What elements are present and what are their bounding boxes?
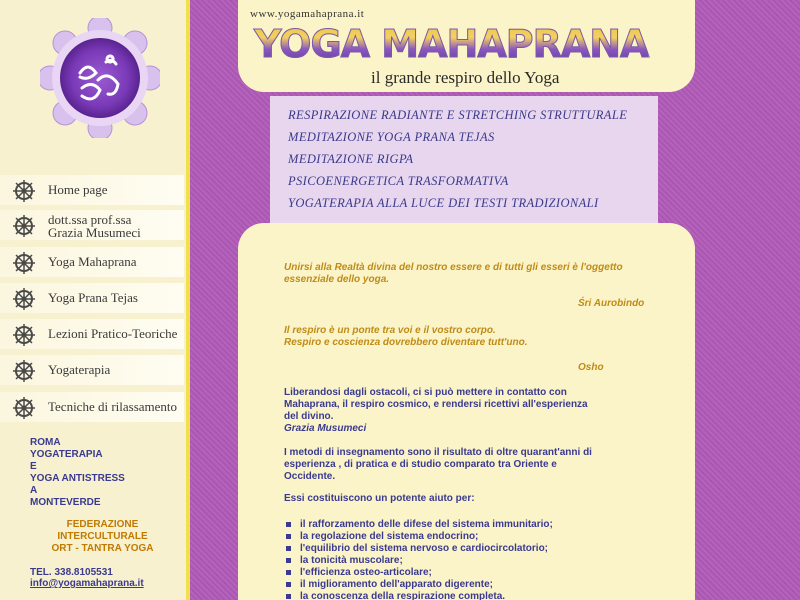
bullet-icon xyxy=(286,594,291,599)
list-item xyxy=(300,519,553,530)
main-content xyxy=(238,223,695,600)
list-item xyxy=(300,567,432,578)
site-header xyxy=(238,0,695,92)
dharma-wheel-icon xyxy=(12,214,36,238)
paragraph-line: Occidente. xyxy=(284,471,336,482)
discipline-item: PSICOENERGETICA TRASFORMATIVA xyxy=(288,174,509,188)
location-info xyxy=(30,437,180,509)
federation-line: INTERCULTURALE xyxy=(57,531,148,542)
quote-line: Il respiro è un ponte tra voi e il vostro corpo. xyxy=(284,325,496,336)
nav-item-rilassamento[interactable] xyxy=(0,392,184,422)
methods-paragraph xyxy=(284,447,592,483)
paragraph-line: Liberandosi dagli ostacoli, ci si può mettere in contatto con xyxy=(284,387,567,398)
federation-line: ORT - TANTRA YOGA xyxy=(51,543,154,554)
dharma-wheel-icon xyxy=(12,396,36,420)
location-line: E xyxy=(30,461,37,472)
bullet-icon xyxy=(286,546,291,551)
location-line: MONTEVERDE xyxy=(30,497,101,508)
list-item-text: la regolazione del sistema endocrino; xyxy=(300,531,479,542)
phone-number: TEL. 338.8105531 xyxy=(30,567,113,578)
bullet-icon xyxy=(286,570,291,575)
quote-line: Unirsi alla Realtà divina del nostro essere e di tutti gli esseri è l'oggetto xyxy=(284,262,623,273)
paragraph-line: Mahaprana, il respiro cosmico, e rendersi ricettivi all'esperienza xyxy=(284,399,588,410)
nav-item-lezioni[interactable] xyxy=(0,319,184,349)
nav-label xyxy=(48,213,141,239)
nav-label: Yoga Mahaprana xyxy=(48,254,137,269)
quote-aurobindo xyxy=(284,262,623,286)
om-logo xyxy=(40,18,160,138)
bullet-icon xyxy=(286,522,291,527)
disciplines-panel xyxy=(270,96,658,226)
site-url: www.yogamahaprana.it xyxy=(250,8,365,20)
list-item xyxy=(300,543,548,554)
nav-label-line1: dott.ssa prof.ssa xyxy=(48,212,132,227)
dharma-wheel-icon xyxy=(12,287,36,311)
list-item xyxy=(300,531,478,542)
benefits-intro: Essi costituiscono un potente aiuto per: xyxy=(284,493,475,504)
list-item xyxy=(300,579,493,590)
nav-item-home[interactable] xyxy=(0,175,184,205)
nav-item-yoga-prana-tejas[interactable] xyxy=(0,283,184,313)
paragraph-line: I metodi di insegnamento sono il risultato di oltre quarant'anni di xyxy=(284,447,592,458)
nav-label: Home page xyxy=(48,182,108,197)
location-line: YOGA ANTISTRESS xyxy=(30,473,125,484)
site-subtitle: il grande respiro dello Yoga xyxy=(371,68,560,87)
list-item-text: l'efficienza osteo-articolare; xyxy=(300,567,432,578)
list-item xyxy=(300,591,505,600)
dharma-wheel-icon xyxy=(12,251,36,275)
bullet-icon xyxy=(286,558,291,563)
paragraph-line: del divino. xyxy=(284,411,334,422)
nav-label: Lezioni Pratico-Teoriche xyxy=(48,326,178,341)
location-line: YOGATERAPIA xyxy=(30,449,103,460)
quote-author: Osho xyxy=(578,362,604,373)
site-title: YOGA MAHAPRANA xyxy=(254,22,649,66)
nav-item-grazia-musumeci[interactable] xyxy=(0,210,184,240)
list-item-text: il miglioramento dell'apparato digerente; xyxy=(300,579,493,590)
sidebar xyxy=(0,0,190,600)
discipline-item: YOGATERAPIA ALLA LUCE DEI TESTI TRADIZIONALI xyxy=(288,196,599,210)
quote-osho xyxy=(284,325,528,349)
quote-line: essenziale dello yoga. xyxy=(284,274,390,285)
location-line: ROMA xyxy=(30,437,61,448)
nav-item-yogaterapia[interactable] xyxy=(0,355,184,385)
quote-author: Śri Aurobindo xyxy=(578,298,645,309)
nav-label: Yogaterapia xyxy=(48,362,111,377)
dharma-wheel-icon xyxy=(12,179,36,203)
quote-line: Respiro e coscienza dovrebbero diventare tutt'uno. xyxy=(284,337,528,348)
email-link[interactable]: info@yogamahaprana.it xyxy=(30,578,144,589)
list-item-text: la conoscenza della respirazione completa. xyxy=(300,591,506,600)
bullet-icon xyxy=(286,582,291,587)
discipline-item: MEDITAZIONE YOGA PRANA TEJAS xyxy=(288,130,495,144)
list-item xyxy=(300,555,403,566)
discipline-item: RESPIRAZIONE RADIANTE E STRETCHING STRUTTURALE xyxy=(288,108,628,122)
nav-label-line2: Grazia Musumeci xyxy=(48,225,141,240)
bullet-icon xyxy=(286,534,291,539)
nav-item-yoga-mahaprana[interactable] xyxy=(0,247,184,277)
paragraph-author: Grazia Musumeci xyxy=(284,423,367,434)
nav-label: Yoga Prana Tejas xyxy=(48,290,138,305)
federation-info xyxy=(30,519,175,555)
intro-paragraph xyxy=(284,387,588,435)
list-item-text: l'equilibrio del sistema nervoso e cardiocircolatorio; xyxy=(300,543,549,554)
location-line: A xyxy=(30,485,38,496)
federation-line: FEDERAZIONE xyxy=(66,519,139,530)
list-item-text: la tonicità muscolare; xyxy=(300,555,403,566)
dharma-wheel-icon xyxy=(12,359,36,383)
dharma-wheel-icon xyxy=(12,323,36,347)
list-item-text: il rafforzamento delle difese del sistema immunitario; xyxy=(300,519,553,530)
discipline-item: MEDITAZIONE RIGPA xyxy=(288,152,414,166)
paragraph-line: esperienza , di pratica e di studio comparato tra Oriente e xyxy=(284,459,557,470)
nav-label: Tecniche di rilassamento xyxy=(48,399,178,414)
